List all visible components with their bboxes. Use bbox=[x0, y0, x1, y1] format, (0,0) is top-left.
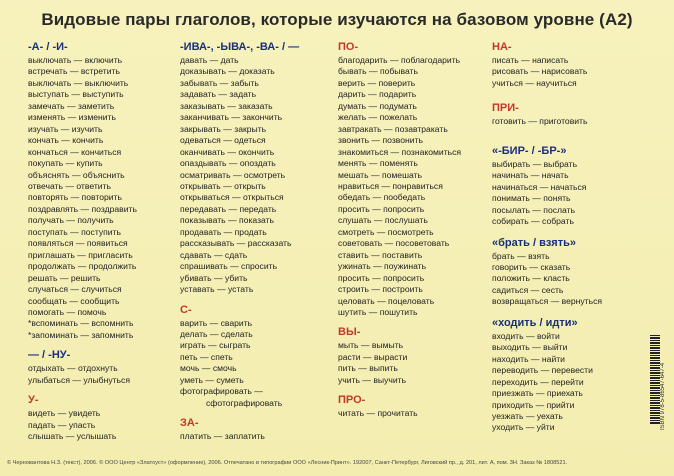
group-title: «брать / взять» bbox=[492, 236, 576, 249]
isbn-label: ISBN 978-5-86547-647-4 bbox=[660, 362, 666, 430]
verb-pair: сдавать — сдать bbox=[180, 249, 248, 260]
verb-pair: начинаться — начаться bbox=[492, 181, 587, 192]
verb-pair: входить — войти bbox=[492, 330, 560, 341]
verb-pair: читать — прочитать bbox=[338, 408, 418, 419]
group-title: НА- bbox=[492, 41, 512, 53]
group-title: -А- / -И- bbox=[28, 41, 68, 53]
verb-pair: переводить — перевести bbox=[492, 365, 593, 376]
verb-pair: нравиться — понравиться bbox=[338, 180, 443, 191]
verb-pair: видеть — увидеть bbox=[28, 408, 101, 419]
verb-pair: учить — выучить bbox=[338, 374, 407, 385]
verb-pair: находить — найти bbox=[492, 353, 565, 364]
verb-pair: изменять — изменить bbox=[28, 112, 116, 123]
group-nu bbox=[28, 348, 178, 386]
verb-pair: продолжать — продолжить bbox=[28, 261, 137, 272]
verb-pair: приходить — прийти bbox=[492, 399, 575, 410]
group-brat-vzyat bbox=[492, 236, 637, 308]
verb-pair: поступать — поступить bbox=[28, 226, 122, 237]
verb-pair: посылать — послать bbox=[492, 204, 576, 215]
group-title: «ходить / идти» bbox=[492, 316, 578, 329]
verb-pair: выходить — выйти bbox=[492, 342, 568, 353]
verb-pair: варить — сварить bbox=[180, 317, 253, 328]
group-bir-br bbox=[492, 144, 637, 228]
verb-pair: просить — попросить bbox=[338, 203, 425, 214]
verb-pair: уходить — уйти bbox=[492, 422, 555, 433]
verb-pair: дарить — подарить bbox=[338, 89, 417, 100]
verb-pair: получать — получить bbox=[28, 215, 114, 226]
column-3 bbox=[338, 40, 488, 427]
verb-pair: падать — упасть bbox=[28, 419, 96, 430]
verb-pair: писать — написать bbox=[492, 55, 569, 65]
verb-pair: рассказывать — рассказать bbox=[180, 238, 292, 249]
verb-pair: доказывать — доказать bbox=[180, 66, 275, 77]
verb-pair: задавать — задать bbox=[180, 89, 257, 100]
verb-pair: приглашать — пригласить bbox=[28, 249, 133, 260]
verb-pair: изучать — изучить bbox=[28, 123, 103, 134]
verb-pair: начинать — начать bbox=[492, 170, 569, 181]
group-hodit-idti bbox=[492, 316, 637, 434]
verb-pair: одеваться — одеться bbox=[180, 135, 266, 146]
group-po bbox=[338, 40, 488, 318]
verb-pair: советовать — посоветовать bbox=[338, 238, 450, 249]
verb-pair: спрашивать — спросить bbox=[180, 261, 278, 272]
verb-pair: случаться — случиться bbox=[28, 284, 122, 295]
verb-pair: знакомиться — познакомиться bbox=[338, 146, 462, 157]
verb-pair: кончать — кончить bbox=[28, 135, 104, 146]
verb-pair: строить — построить bbox=[338, 284, 423, 295]
verb-pair: мыть — вымыть bbox=[338, 340, 404, 351]
group-title: -ИВА-, -ЫВА-, -ВА- / — bbox=[180, 41, 300, 53]
verb-pair: завтракать — позавтракать bbox=[338, 123, 448, 134]
verb-pair: положить — класть bbox=[492, 273, 570, 284]
verb-pair: замечать — заметить bbox=[28, 100, 115, 111]
verb-pair: осматривать — осмотреть bbox=[180, 169, 286, 180]
verb-pair: заказывать — заказать bbox=[180, 100, 273, 111]
verb-pair: сфотографировать bbox=[206, 397, 283, 408]
verb-pair: покупать — купить bbox=[28, 158, 103, 169]
verb-pair: мочь — смочь bbox=[180, 363, 237, 374]
group-title: ПРО- bbox=[338, 394, 366, 407]
verb-pair: обедать — пообедать bbox=[338, 192, 426, 203]
verb-pair: повторять — повторить bbox=[28, 192, 122, 203]
verb-pair: выключать — выключить bbox=[28, 77, 129, 88]
verb-pair: петь — спеть bbox=[180, 351, 233, 362]
verb-pair: выключать — включить bbox=[28, 55, 123, 65]
verb-pair: кончаться — кончиться bbox=[28, 146, 122, 157]
verb-pair: встречать — встретить bbox=[28, 66, 120, 77]
group-title: ЗА- bbox=[180, 417, 199, 430]
group-title: У- bbox=[28, 394, 39, 407]
group-vy bbox=[338, 325, 488, 386]
verb-pair: платить — заплатить bbox=[180, 431, 265, 442]
verb-pair: садиться — сесть bbox=[492, 284, 564, 295]
verb-pair: забывать — забыть bbox=[180, 77, 259, 88]
verb-pair: уставать — устать bbox=[180, 284, 254, 295]
verb-pair: передавать — передать bbox=[180, 203, 277, 214]
verb-pair: слушать — послушать bbox=[338, 215, 428, 226]
group-title: «-БИР- / -БР-» bbox=[492, 144, 567, 157]
card-title: Видовые пары глаголов, которые изучаются на базовом уровне (A2) bbox=[41, 10, 633, 29]
group-title: С- bbox=[180, 303, 192, 316]
verb-pair: слышать — услышать bbox=[28, 431, 117, 442]
verb-pair: думать — подумать bbox=[338, 100, 417, 111]
verb-pair: открываться — открыться bbox=[180, 192, 284, 203]
verb-pair: пить — выпить bbox=[338, 363, 398, 374]
verb-pair: отдыхать — отдохнуть bbox=[28, 363, 118, 374]
barcode-icon bbox=[650, 335, 660, 425]
verb-pair: сообщать — сообщить bbox=[28, 295, 120, 306]
verb-pair: закрывать — закрыть bbox=[180, 123, 267, 134]
verb-pair: появляться — появиться bbox=[28, 238, 128, 249]
verb-pair: шутить — пошутить bbox=[338, 306, 418, 317]
verb-pair: говорить — сказать bbox=[492, 261, 571, 272]
group-a-i bbox=[28, 40, 178, 341]
verb-pair: готовить — приготовить bbox=[492, 116, 588, 127]
verb-pair: выступать — выступить bbox=[28, 89, 124, 100]
verb-pair: улыбаться — улыбнуться bbox=[28, 374, 130, 385]
group-title: — / -НУ- bbox=[28, 349, 71, 362]
verb-pair: заканчивать — закончить bbox=[180, 112, 283, 123]
verb-pair: *запоминать — запомнить bbox=[28, 329, 134, 340]
verb-pair: приезжать — приехать bbox=[492, 388, 583, 399]
group-title: ВЫ- bbox=[338, 326, 361, 339]
group-title: ПРИ- bbox=[492, 102, 519, 115]
verb-pair: просить — попросить bbox=[338, 272, 425, 283]
group-pro bbox=[338, 393, 488, 419]
verb-pair: благодарить — поблагодарить bbox=[338, 55, 461, 65]
verb-pair: верить — поверить bbox=[338, 77, 416, 88]
verb-pair: делать — сделать bbox=[180, 328, 253, 339]
group-iva-yva-va bbox=[180, 40, 330, 296]
verb-pair: уметь — суметь bbox=[180, 374, 244, 385]
verb-pair: *вспоминать — вспомнить bbox=[28, 318, 134, 329]
column-1 bbox=[28, 40, 178, 450]
verb-pair: смотреть — посмотреть bbox=[338, 226, 434, 237]
column-4 bbox=[492, 40, 637, 441]
verb-pair: открывать — открыть bbox=[180, 180, 266, 191]
verb-pair: поздравлять — поздравить bbox=[28, 203, 137, 214]
verb-pair: продавать — продать bbox=[180, 226, 267, 237]
verb-pair: расти — вырасти bbox=[338, 351, 408, 362]
verb-pair: переходить — перейти bbox=[492, 376, 584, 387]
verb-pair: решать — решить bbox=[28, 272, 101, 283]
verb-pair: менять — поменять bbox=[338, 158, 418, 169]
verb-pair: ужинать — поужинать bbox=[338, 261, 427, 272]
column-2 bbox=[180, 40, 330, 450]
group-title: ПО- bbox=[338, 41, 359, 53]
group-pri bbox=[492, 101, 637, 127]
verb-pair: выбирать — выбрать bbox=[492, 158, 578, 169]
verb-pair: понимать — понять bbox=[492, 193, 571, 204]
verb-pair: играть — сыграть bbox=[180, 340, 251, 351]
verb-pair: желать — пожелать bbox=[338, 112, 418, 123]
verb-pair: брать — взять bbox=[492, 250, 550, 261]
copyright-note: © Черновантова Н.З. (текст), 2006. © ООО Центр «Златоуст» (оформление), 2006. Отпечатано в типографии ООО «Лесник-Принт». 192007, Санкт-Петербург, Лиговский пр., д. 201, лит. А, пом. 3Н. Заказ № 1808521. bbox=[7, 460, 568, 466]
verb-pair: целовать — поцеловать bbox=[338, 295, 435, 306]
verb-pair: оканчивать — окончить bbox=[180, 146, 275, 157]
verb-pair: показывать — показать bbox=[180, 215, 275, 226]
verb-pair: бывать — побывать bbox=[338, 66, 418, 77]
verb-pair: давать — дать bbox=[180, 55, 239, 65]
group-za bbox=[180, 416, 330, 442]
verb-pair: отвечать — ответить bbox=[28, 180, 111, 191]
verb-pair: уезжать — уехать bbox=[492, 410, 563, 421]
verb-pair: рисовать — нарисовать bbox=[492, 66, 588, 77]
verb-pair: фотографировать — bbox=[180, 386, 263, 397]
verb-pair: учиться — научиться bbox=[492, 77, 577, 88]
verb-pair: возвращаться — вернуться bbox=[492, 296, 603, 307]
group-na bbox=[492, 40, 637, 89]
group-s bbox=[180, 303, 330, 410]
verb-pair: объяснять — объяснить bbox=[28, 169, 125, 180]
verb-pair: убивать — убить bbox=[180, 272, 248, 283]
verb-pair: помогать — помочь bbox=[28, 306, 107, 317]
verb-pair: звонить — позвонить bbox=[338, 135, 424, 146]
verb-pair: ставить — поставить bbox=[338, 249, 423, 260]
verb-pair: опаздывать — опоздать bbox=[180, 158, 276, 169]
verb-pair: собирать — собрать bbox=[492, 216, 574, 227]
verb-pair: мешать — помешать bbox=[338, 169, 422, 180]
group-u bbox=[28, 393, 178, 442]
